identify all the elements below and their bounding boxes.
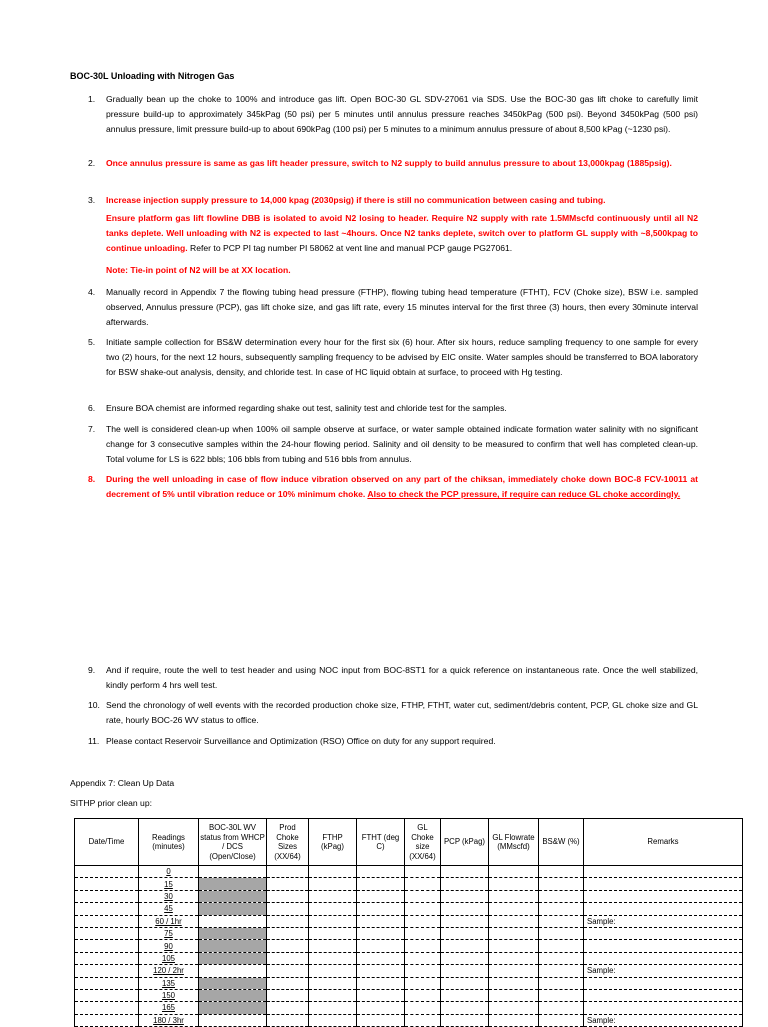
reading-cell[interactable]: 0	[139, 866, 199, 878]
data-entry-cell[interactable]	[309, 866, 357, 878]
data-entry-cell[interactable]	[267, 890, 309, 902]
data-entry-cell[interactable]	[539, 927, 584, 939]
table-row	[75, 977, 743, 989]
data-entry-cell[interactable]	[357, 1002, 405, 1014]
data-entry-cell[interactable]	[75, 989, 139, 1001]
data-entry-cell[interactable]	[357, 878, 405, 890]
reading-cell[interactable]: 60 / 1hr	[139, 915, 199, 927]
data-entry-cell[interactable]	[405, 903, 441, 915]
remarks-cell[interactable]: Sample:	[584, 915, 743, 927]
data-entry-cell[interactable]	[489, 866, 539, 878]
data-entry-cell[interactable]	[489, 903, 539, 915]
data-entry-cell[interactable]	[267, 927, 309, 939]
data-entry-cell[interactable]	[267, 940, 309, 952]
remarks-cell[interactable]	[584, 952, 743, 964]
remarks-cell[interactable]	[584, 940, 743, 952]
reading-cell[interactable]: 75	[139, 927, 199, 939]
step-3-note: Note: Tie-in point of N2 will be at XX location.	[106, 265, 291, 275]
sithp-label: SITHP prior clean up:	[70, 798, 152, 808]
table-row	[75, 940, 743, 952]
data-entry-cell[interactable]	[309, 1014, 357, 1026]
data-entry-cell[interactable]	[267, 977, 309, 989]
data-entry-cell[interactable]	[539, 1014, 584, 1026]
data-entry-cell[interactable]	[441, 878, 489, 890]
data-entry-cell[interactable]	[199, 866, 267, 878]
table-row	[75, 927, 743, 939]
column-header: Readings (minutes)	[139, 819, 199, 866]
data-entry-cell[interactable]	[405, 965, 441, 977]
data-entry-cell[interactable]	[75, 952, 139, 964]
data-entry-cell[interactable]	[357, 965, 405, 977]
data-entry-cell[interactable]	[267, 952, 309, 964]
data-entry-cell[interactable]	[405, 977, 441, 989]
remarks-cell[interactable]: Sample:	[584, 1014, 743, 1026]
data-entry-cell[interactable]	[539, 890, 584, 902]
reading-cell[interactable]: 30	[139, 890, 199, 902]
data-entry-cell[interactable]	[267, 866, 309, 878]
data-entry-cell[interactable]	[441, 965, 489, 977]
remarks-cell[interactable]	[584, 890, 743, 902]
data-entry-cell[interactable]	[489, 915, 539, 927]
remarks-cell[interactable]	[584, 1002, 743, 1014]
data-entry-cell[interactable]	[539, 977, 584, 989]
column-header: GL Choke size (XX/64)	[405, 819, 441, 866]
data-entry-cell[interactable]	[199, 1014, 267, 1026]
remarks-cell[interactable]	[584, 989, 743, 1001]
reading-cell[interactable]: 180 / 3hr	[139, 1014, 199, 1026]
data-entry-cell[interactable]	[489, 927, 539, 939]
data-entry-cell[interactable]	[405, 890, 441, 902]
data-entry-cell[interactable]	[309, 989, 357, 1001]
data-entry-cell[interactable]	[405, 989, 441, 1001]
reading-cell[interactable]: 45	[139, 903, 199, 915]
data-entry-cell[interactable]	[75, 915, 139, 927]
data-entry-cell[interactable]	[267, 903, 309, 915]
column-header: Remarks	[584, 819, 743, 866]
data-entry-cell[interactable]	[539, 952, 584, 964]
data-entry-cell[interactable]	[267, 1002, 309, 1014]
data-entry-cell[interactable]	[539, 940, 584, 952]
data-entry-cell[interactable]	[75, 890, 139, 902]
remarks-cell[interactable]: Sample:	[584, 965, 743, 977]
data-entry-cell[interactable]	[357, 989, 405, 1001]
data-entry-cell[interactable]	[539, 1002, 584, 1014]
data-entry-cell[interactable]	[441, 1002, 489, 1014]
data-entry-cell[interactable]	[357, 890, 405, 902]
clean-up-data-table	[74, 818, 743, 1027]
data-entry-cell[interactable]	[405, 1002, 441, 1014]
column-header: FTHT (deg C)	[357, 819, 405, 866]
table-row	[75, 866, 743, 878]
data-entry-cell[interactable]	[539, 965, 584, 977]
data-entry-cell[interactable]	[309, 940, 357, 952]
reading-cell[interactable]: 120 / 2hr	[139, 965, 199, 977]
remarks-cell[interactable]	[584, 878, 743, 890]
data-entry-cell[interactable]	[309, 977, 357, 989]
data-entry-cell[interactable]	[357, 903, 405, 915]
data-entry-cell[interactable]	[199, 878, 267, 890]
data-entry-cell[interactable]	[489, 977, 539, 989]
data-entry-cell[interactable]	[267, 965, 309, 977]
data-entry-cell[interactable]	[539, 989, 584, 1001]
data-entry-cell[interactable]	[539, 878, 584, 890]
column-header: BOC-30L WV status from WHCP / DCS (Open/Close)	[199, 819, 267, 866]
data-entry-cell[interactable]	[75, 866, 139, 878]
data-entry-cell[interactable]	[441, 940, 489, 952]
data-entry-cell[interactable]	[441, 903, 489, 915]
table-row	[75, 878, 743, 890]
data-entry-cell[interactable]	[357, 915, 405, 927]
data-entry-cell[interactable]	[75, 878, 139, 890]
table-row	[75, 1002, 743, 1014]
data-entry-cell[interactable]	[489, 890, 539, 902]
data-entry-cell[interactable]	[199, 915, 267, 927]
reading-cell[interactable]: 105	[139, 952, 199, 964]
data-entry-cell[interactable]	[357, 977, 405, 989]
data-entry-cell[interactable]	[441, 1014, 489, 1026]
data-entry-cell[interactable]	[489, 952, 539, 964]
data-entry-cell[interactable]	[199, 977, 267, 989]
data-entry-cell[interactable]	[267, 989, 309, 1001]
data-entry-cell[interactable]	[441, 989, 489, 1001]
reading-cell[interactable]: 150	[139, 989, 199, 1001]
data-entry-cell[interactable]	[357, 927, 405, 939]
document-page: BOC-30L Unloading with Nitrogen Gas 1. Gradually bean up the choke to 100% and introduce gas lift. Open BOC-30 GL SDV-27061 via SDS. Use the BOC-30 gas lift choke to carefully limit pressure build-up to approximately 345kPag (50 psi) per 5 minutes until annulus pressure reaches 3450kPag (500 psi). Beyond 3450kPag (500 psi) annulus pressure, limit pressure build-up to about 690kPag (100 psi) per 5 minutes to a minimum annulus pressure of about 8,500 kPag (~1230 psi). 2. Once annulus pressure is same as gas lift header pressure, switch to N2 supply to build annulus pressure to about 13,000kpag (1885psig). 3. Increase injection supply pressure to 14,000 kpag (2030psig) if there is still no communication between casing and tubing. Ensure platform gas lift flowline DBB is isolated to avoid N2 losing to header. Require N2 supply with rate 1.5MMscfd continuously until all N2 tanks deplete. Well unloading with N2 is expected to last ~4hours. Once N2 tanks deplete, switch over to platform GL supply with ~8,500kpag to continue unloading. Refer to PCP PI tag number PI 58062 at vent line and manual PCP gauge PG27061. Note: Tie-in point of N2 will be at XX location. 4. Manually record in Appendix 7 the flowing tubing head pressure (FTHP), flowing tubing head temperature (FTHT), FCV (Choke size), BSW i.e. sampled observed, Annulus pressure (PCP), gas lift choke size, and gas lift rate, every 15 minutes interval for the first three (3) hours, then every 30minute interval afterwards. 5. Initiate sample collection for BS&W determination every hour for the first six (6) hour. After six hours, reduce sampling frequency to one sample for every two (2) hours, for the next 12 hours, subsequently sampling frequency to be advised by EIC onsite. Water samples should be transferred to BOA laboratory for BSW shake-out analysis, density, and chloride test. In case of HC liquid obtain at surface, to proceed with Hg testing. 6. Ensure BOA chemist are informed regarding shake out test, salinity test and chloride test for the samples. 7. The well is considered clean-up when 100% oil sample observe at surface, or water sample obtained indicate formation water salinity with no significant change for 3 consecutive samples within the 24-hour flowing period. Salinity and oil density to be measured to confirm that well has completed clean-up. Total volume for LS is 622 bbls; 106 bbls from tubing and 516 bbls from annulus. 8. During the well unloading in case of flow induce vibration observed on any part of the chiksan, immediately choke down BOC-8 FCV-10011 at decrement of 5% until vibration reduce or 10% minimum choke. Also to check the PCP pressure, if require can reduce GL choke accordingly. 9. And if require, route the well to test header and using NOC input from BOC-8ST1 for a quick reference on instantaneous rate. Once the well stabilized, kindly perform 4 hrs well test. 10. Send the chronology of well events with the recorded production choke size, FTHP, FTHT, water cut, sediment/debris content, PCP, GL choke size and GL rate, hourly BOC-26 WV status to office. 11. Please contact Reservoir Surveillance and Optimization (RSO) Office on duty for any support required. Appendix 7: Clean Up Data SITHP prior clean up: Date/Time Readings (minutes) BOC-30L WV status from WHCP / DCS (Open/Close) Prod Choke Sizes (XX/64) FTHP (kPag) FTHT (deg C) GL Choke size (XX/64) PCP (kPag) GL Flowrate (MMscfd) BS&W (%) Remarks 0 15 30 45 60 / 1hr Sample: 75 90 105 120 / 2hr Sample: 135 150 165 180 / 3hr Sample:	[0, 0, 768, 1024]
data-entry-cell[interactable]	[267, 878, 309, 890]
data-entry-cell[interactable]	[441, 977, 489, 989]
data-entry-cell[interactable]	[309, 890, 357, 902]
table-body	[75, 866, 743, 1027]
data-entry-cell[interactable]	[539, 866, 584, 878]
column-header: Date/Time	[75, 819, 139, 866]
table-row	[75, 890, 743, 902]
data-entry-cell[interactable]	[309, 965, 357, 977]
data-entry-cell[interactable]	[75, 940, 139, 952]
remarks-cell[interactable]	[584, 927, 743, 939]
reading-cell[interactable]: 135	[139, 977, 199, 989]
data-entry-cell[interactable]	[199, 903, 267, 915]
data-entry-cell[interactable]	[357, 1014, 405, 1026]
reading-cell[interactable]: 15	[139, 878, 199, 890]
data-entry-cell[interactable]	[441, 952, 489, 964]
data-entry-cell[interactable]	[405, 927, 441, 939]
data-entry-cell[interactable]	[405, 866, 441, 878]
data-entry-cell[interactable]	[489, 989, 539, 1001]
data-entry-cell[interactable]	[75, 1014, 139, 1026]
data-entry-cell[interactable]	[309, 927, 357, 939]
data-entry-cell[interactable]	[199, 890, 267, 902]
table-header-row	[75, 819, 743, 866]
data-entry-cell[interactable]	[405, 1014, 441, 1026]
reading-cell[interactable]: 165	[139, 1002, 199, 1014]
table-row	[75, 1014, 743, 1026]
data-entry-cell[interactable]	[199, 952, 267, 964]
data-entry-cell[interactable]	[441, 866, 489, 878]
data-entry-cell[interactable]	[309, 1002, 357, 1014]
column-header: GL Flowrate (MMscfd)	[489, 819, 539, 866]
data-entry-cell[interactable]	[75, 903, 139, 915]
data-entry-cell[interactable]	[75, 1002, 139, 1014]
data-entry-cell[interactable]	[75, 977, 139, 989]
remarks-cell[interactable]	[584, 866, 743, 878]
table-row	[75, 903, 743, 915]
data-entry-cell[interactable]	[267, 915, 309, 927]
data-entry-cell[interactable]	[405, 915, 441, 927]
column-header: PCP (kPag)	[441, 819, 489, 866]
table-row	[75, 965, 743, 977]
data-entry-cell[interactable]	[441, 927, 489, 939]
data-entry-cell[interactable]	[75, 927, 139, 939]
data-entry-cell[interactable]	[199, 1002, 267, 1014]
data-entry-cell[interactable]	[489, 940, 539, 952]
table-row	[75, 915, 743, 927]
data-entry-cell[interactable]	[357, 866, 405, 878]
data-entry-cell[interactable]	[75, 965, 139, 977]
data-entry-cell[interactable]	[309, 878, 357, 890]
data-entry-cell[interactable]	[405, 878, 441, 890]
step-3-detail: Ensure platform gas lift flowline DBB is isolated to avoid N2 losing to header. Require N2 supply with rate 1.5MMscfd continuously until all N2 tanks deplete. Well unloading with N2 is expected to last ~4hours. Once N2 tanks deplete, switch over to platform GL supply with ~8,500kpag to continue unloading. Refer to PCP PI tag number PI 58062 at vent line and manual PCP gauge PG27061.	[106, 213, 698, 253]
data-entry-cell[interactable]	[309, 952, 357, 964]
column-header: Prod Choke Sizes (XX/64)	[267, 819, 309, 866]
document-title: BOC-30L Unloading with Nitrogen Gas	[70, 71, 235, 81]
data-entry-cell[interactable]	[199, 989, 267, 1001]
data-entry-cell[interactable]	[405, 952, 441, 964]
remarks-cell[interactable]	[584, 903, 743, 915]
table-row	[75, 989, 743, 1001]
table-row	[75, 952, 743, 964]
data-entry-cell[interactable]	[405, 940, 441, 952]
reading-cell[interactable]: 90	[139, 940, 199, 952]
data-entry-cell[interactable]	[267, 1014, 309, 1026]
data-entry-cell[interactable]	[199, 927, 267, 939]
data-entry-cell[interactable]	[199, 940, 267, 952]
data-entry-cell[interactable]	[357, 952, 405, 964]
data-entry-cell[interactable]	[489, 965, 539, 977]
data-entry-cell[interactable]	[539, 903, 584, 915]
remarks-cell[interactable]	[584, 977, 743, 989]
data-entry-cell[interactable]	[309, 903, 357, 915]
column-header: BS&W (%)	[539, 819, 584, 866]
data-entry-cell[interactable]	[309, 915, 357, 927]
column-header: FTHP (kPag)	[309, 819, 357, 866]
data-entry-cell[interactable]	[489, 878, 539, 890]
data-entry-cell[interactable]	[441, 890, 489, 902]
data-entry-cell[interactable]	[539, 915, 584, 927]
data-entry-cell[interactable]	[357, 940, 405, 952]
data-entry-cell[interactable]	[489, 1002, 539, 1014]
data-entry-cell[interactable]	[489, 1014, 539, 1026]
data-entry-cell[interactable]	[441, 915, 489, 927]
appendix-title: Appendix 7: Clean Up Data	[70, 778, 175, 788]
data-entry-cell[interactable]	[199, 965, 267, 977]
